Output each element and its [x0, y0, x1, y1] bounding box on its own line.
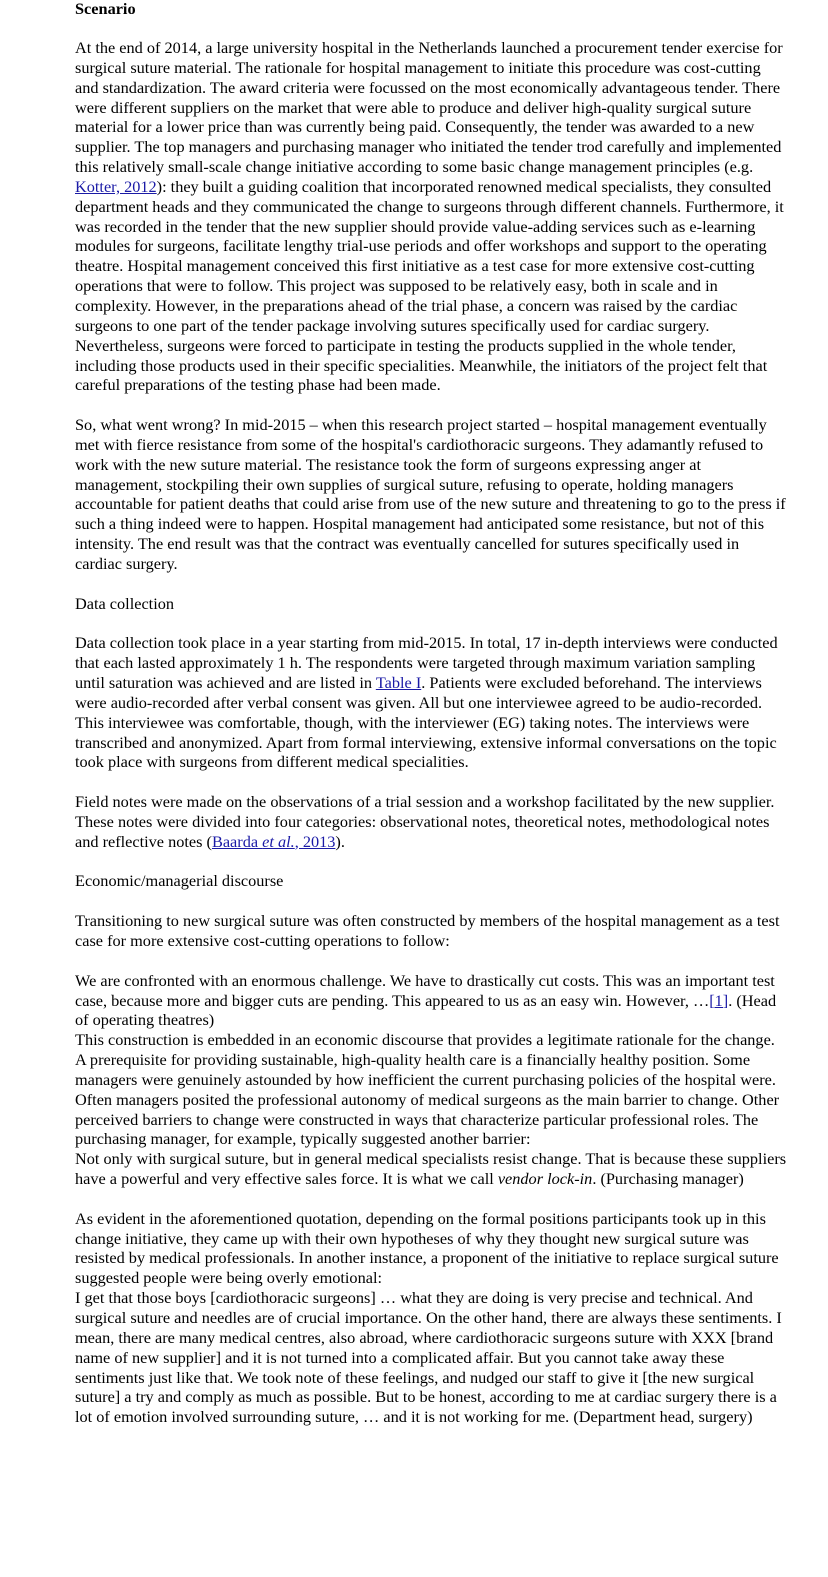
scenario-paragraph-1: [75, 38, 788, 395]
quote-purchasing-manager: [75, 1149, 788, 1189]
text-run: Data collection took place in a year starting from mid-2015. In total, 17 in-depth interviews were conducted that each lasted approximately 1 h. The respondents were targeted through maximum variation sampling until saturation was achieved and are listed in: [75, 633, 778, 692]
quote-department-head-surgery: I get that those boys [cardiothoracic surgeons] … what they are doing is very precise and technical. And surgical suture and needles are of crucial importance. On the other hand, there are always these sentiments. I mean, there are many medical centres, also abroad, where cardiothoracic surgeons suture with XXX [brand name of new supplier] and it is not turned into a complicated affair. But you cannot take away these sentiments just like that. We took note of these feelings, and nudged our staff to give it [the new surgical suture] a try and comply as much as possible. But to be honest, according to me at cardiac surgery there is a lot of emotion involved surrounding suture, … and it is not working for me. (Department head, surgery): [75, 1288, 782, 1427]
text-run: Field notes were made on the observations of a trial session and a workshop facilitated by the new supplier. These notes were divided into four categories: observational notes, theoretical notes, methodological notes and reflective notes (: [75, 792, 775, 851]
link-text-italic: et al.: [262, 831, 295, 851]
data-collection-heading: Data collection: [75, 593, 174, 613]
table-i-link[interactable]: Table I: [375, 673, 422, 692]
quote-head-of-operating-theatres: [75, 971, 788, 1031]
discourse-paragraph-1: Transitioning to new surgical suture was often constructed by members of the hospital management as a test case for more extensive cost-cutting operations to follow:: [75, 911, 780, 950]
footnote-1-link[interactable]: [1]: [709, 990, 729, 1010]
discourse-paragraph-3: As evident in the aforementioned quotation, depending on the formal positions participants took up in this change initiative, they came up with their own hypotheses of why they thought new surgical suture was resisted by medical professionals. In another instance, a proponent of the initiative to replace surgical suture suggested people were being overly emotional:: [75, 1208, 779, 1288]
text-run: Not only with surgical suture, but in general medical specialists resist change. That is because these suppliers have a powerful and very effective sales force. It is what we call: [75, 1149, 787, 1189]
text-run: At the end of 2014, a large university hospital in the Netherlands launched a procurement tender exercise for surgical suture material. The rationale for hospital management to initiate this procedure was cost-cutting and standardization. The award criteria were focussed on the most economically advantageous tender. There were different suppliers on the market that were able to produce and deliver high-quality surgical suture material for a lower price than was currently being paid. Consequently, the tender was awarded to a new supplier. The top managers and purchasing manager who initiated the tender trod carefully and implemented this relatively small-scale change initiative according to some basic change management principles (e.g.: [75, 38, 783, 177]
text-run: . (Head of operating theatres): [75, 990, 777, 1030]
discourse-paragraph-2: This construction is embedded in an economic discourse that provides a legitimate rationale for the change. A prerequisite for providing sustainable, high-quality health care is a financially healthy position. Some managers were genuinely astounded by how inefficient the current purchasing policies of the hospital were. Often managers posited the professional autonomy of medical surgeons as the main barrier to change. Other perceived barriers to change were constructed in ways that characterize particular professional roles. The purchasing manager, for example, typically suggested another barrier:: [75, 1030, 780, 1149]
text-run: . (Purchasing manager): [592, 1169, 744, 1189]
text-run: We are confronted with an enormous challenge. We have to drastically cut costs. This was an important test case, because more and bigger cuts are pending. This appeared to us as an easy win. However, …: [75, 970, 775, 1010]
kotter-citation-link[interactable]: Kotter, 2012: [75, 176, 157, 196]
data-collection-paragraph-2: [75, 792, 788, 852]
emphasis-text: vendor lock-in: [497, 1169, 593, 1189]
baarda-citation-link[interactable]: [212, 832, 335, 851]
scenario-paragraph-2: So, what went wrong? In mid-2015 – when this research project started – hospital management eventually met with fierce resistance from some of the hospital's cardiothoracic surgeons. They adamantly refused to work with the new suture material. The resistance took the form of surgeons expressing anger at management, stockpiling their own supplies of surgical suture, refusing to operate, holding managers accountable for patient deaths that could arise from use of the new suture and threatening to go to the press if such a thing indeed were to happen. Hospital management had anticipated some resistance, but not of this intensity. The end result was that the contract was eventually cancelled for sutures specifically used in cardiac surgery.: [75, 415, 786, 573]
scenario-heading: Scenario: [75, 0, 136, 18]
link-text: , 2013: [294, 831, 336, 851]
discourse-heading: Economic/managerial discourse: [75, 871, 284, 891]
text-run: ).: [335, 831, 345, 851]
text-run: ): they built a guiding coalition that incorporated renowned medical specialists, they consulted department heads and they communicated the change to surgeons through different channels. Furthermore, it was recorded in the tender that the new supplier should provide value-adding services such as e-learning modules for surgeons, facilitate lengthy trial-use periods and offer workshops and support to the operating theatre. Hospital management conceived this first initiative as a test case for more extensive cost-cutting operations that were to follow. This project was supposed to be relatively easy, both in scale and in complexity. However, in the preparations ahead of the trial phase, a concern was raised by the cardiac surgeons to one part of the tender package involving sutures specifically used for cardiac surgery. Nevertheless, surgeons were forced to participate in testing the products supplied in the whole tender, including those products used in their specific specialities. Meanwhile, the initiators of the project felt that careful preparations of the testing phase had been made.: [75, 176, 784, 395]
data-collection-paragraph-1: [75, 633, 788, 772]
text-run: . Patients were excluded beforehand. The interviews were audio-recorded after verbal consent was given. All but one interviewee agreed to be audio-recorded. This interviewee was comfortable, though, with the interviewer (EG) taking notes. The interviews were transcribed and anonymized. Apart from formal interviewing, extensive informal conversations on the topic took place with surgeons from different medical specialities.: [75, 673, 777, 772]
link-text: Baarda: [211, 831, 263, 851]
